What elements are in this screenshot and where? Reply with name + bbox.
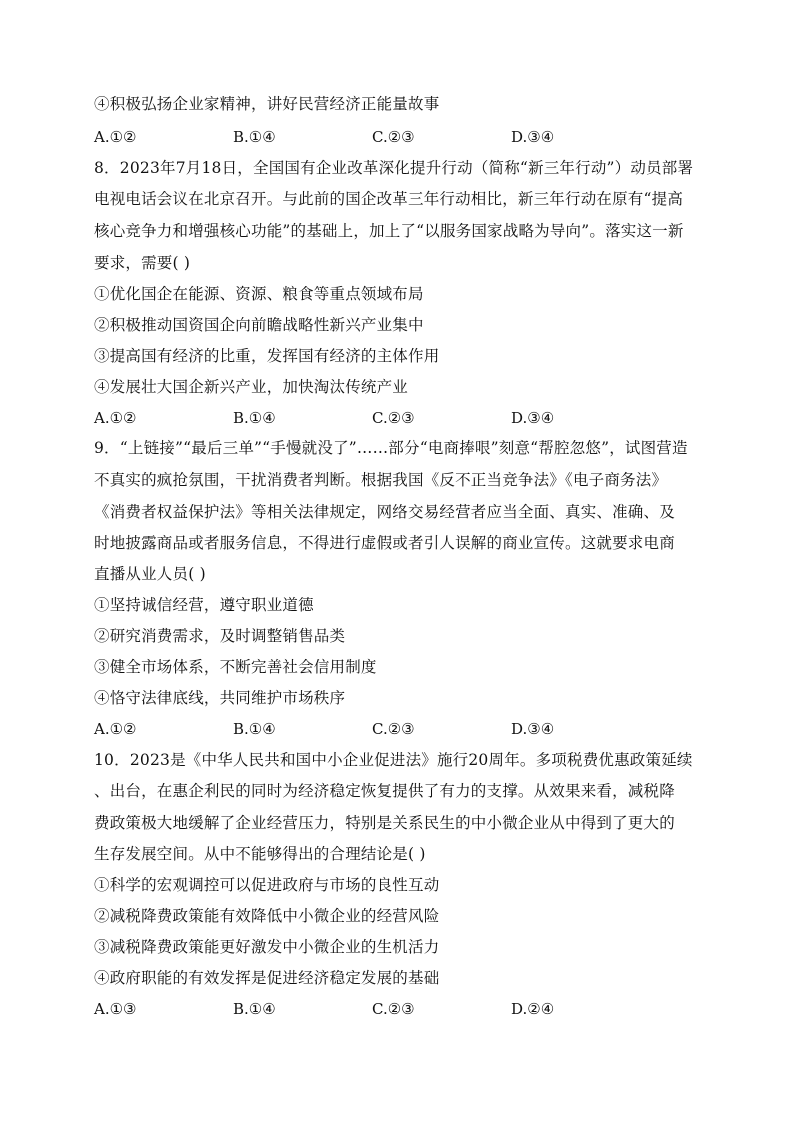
q9-statement-3: ③健全市场体系，不断完善社会信用制度 — [94, 658, 377, 676]
q10-statement-3: ③减税降费政策能更好激发中小微企业的生机活力 — [94, 938, 440, 956]
q7-option-d: D.③④ — [511, 128, 555, 146]
q8-option-b: B.①④ — [233, 409, 276, 427]
q9-stem-line-5: 直播从业人员( ) — [94, 565, 206, 583]
q9-stem-line-1: 9．“上链接”“最后三单”“手慢就没了”……部分“电商捧哏”刻意“帮腔忽悠”，试图营造 — [94, 439, 688, 457]
q10-option-a: A.①③ — [94, 1000, 137, 1018]
q9-statement-4: ④恪守法律底线，共同维护市场秩序 — [94, 689, 346, 707]
q9-stem-line-4: 时地披露商品或者服务信息，不得进行虚假或者引人误解的商业宣传。这就要求电商 — [94, 534, 675, 552]
q7-statement-4: ④积极弘扬企业家精神，讲好民营经济正能量故事 — [94, 95, 440, 113]
q10-statement-4: ④政府职能的有效发挥是促进经济稳定发展的基础 — [94, 969, 440, 987]
q9-option-a: A.①② — [94, 720, 137, 738]
q7-option-b: B.①④ — [233, 128, 276, 146]
q9-option-c: C.②③ — [372, 720, 415, 738]
q8-stem-line-2: 电视电话会议在北京召开。与此前的国企改革三年行动相比，新三年行动在原有“提高 — [94, 190, 684, 208]
q7-option-a: A.①② — [94, 128, 137, 146]
q7-options — [94, 122, 704, 153]
q9-stem-line-3: 《消费者权益保护法》等相关法律规定，网络交易经营者应当全面、真实、准确、及 — [94, 503, 675, 521]
q9-options — [94, 714, 704, 745]
q10-option-b: B.①④ — [233, 1000, 276, 1018]
q9-option-d: D.③④ — [511, 720, 555, 738]
q8-option-d: D.③④ — [511, 409, 555, 427]
q10-statement-2: ②减税降费政策能有效降低中小微企业的经营风险 — [94, 907, 440, 925]
q8-options — [94, 403, 704, 434]
q8-statement-1: ①优化国企在能源、资源、粮食等重点领域布局 — [94, 285, 424, 303]
q8-stem-line-1: 8．2023年7月18日，全国国有企业改革深化提升行动（简称“新三年行动”）动员部署 — [94, 159, 694, 177]
q8-stem-line-3: 核心竞争力和增强核心功能”的基础上，加上了“以服务国家战略为导向”。落实这一新 — [94, 222, 684, 240]
q10-option-d: D.②④ — [511, 1000, 555, 1018]
q8-stem-line-4: 要求，需要( ) — [94, 254, 191, 272]
q10-option-c: C.②③ — [372, 1000, 415, 1018]
q8-statement-2: ②积极推动国资国企向前瞻战略性新兴产业集中 — [94, 316, 424, 334]
q9-statement-1: ①坚持诚信经营，遵守职业道德 — [94, 596, 314, 614]
q9-option-b: B.①④ — [233, 720, 276, 738]
q10-stem-line-4: 生存发展空间。从中不能够得出的合理结论是( ) — [94, 845, 426, 863]
q9-stem-line-2: 不真实的疯抢氛围，干扰消费者判断。根据我国《反不正当竞争法》《电子商务法》 — [94, 471, 668, 489]
q10-options — [94, 994, 704, 1025]
q10-stem-line-3: 费政策极大地缓解了企业经营压力，特别是关系民生的中小微企业从中得到了更大的 — [94, 814, 675, 832]
q8-statement-4: ④发展壮大国企新兴产业，加快淘汰传统产业 — [94, 378, 409, 396]
q10-statement-1: ①科学的宏观调控可以促进政府与市场的良性互动 — [94, 876, 440, 894]
q9-statement-2: ②研究消费需求，及时调整销售品类 — [94, 627, 346, 645]
q8-statement-3: ③提高国有经济的比重，发挥国有经济的主体作用 — [94, 347, 440, 365]
q8-option-a: A.①② — [94, 409, 137, 427]
q10-stem-line-2: 、出台，在惠企利民的同时为经济稳定恢复提供了有力的支撑。从效果来看，减税降 — [94, 782, 675, 800]
q8-option-c: C.②③ — [372, 409, 415, 427]
q10-stem-line-1: 10．2023是《中华人民共和国中小企业促进法》施行20周年。多项税费优惠政策延续 — [94, 751, 693, 769]
q7-option-c: C.②③ — [372, 128, 415, 146]
